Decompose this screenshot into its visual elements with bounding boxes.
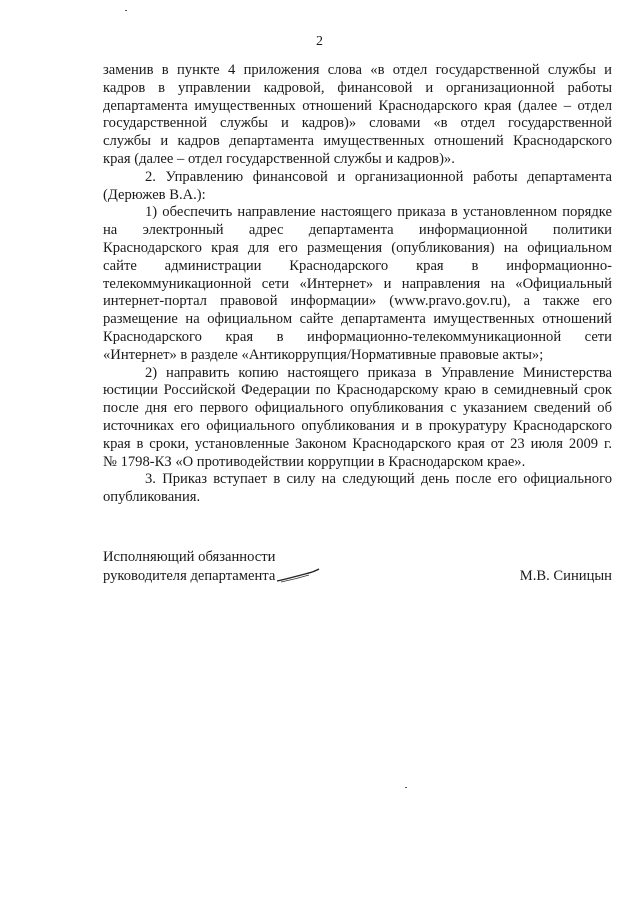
page-number: 2: [316, 34, 323, 49]
signatory-position-line2: руководителя департамента: [103, 567, 276, 584]
text-line: департамента имущественных отношений Краснодарского края (далее – отдел: [103, 97, 612, 114]
text-line: 3. Приказ вступает в силу на следующий день после его официального: [145, 471, 612, 488]
scan-speck: [405, 787, 407, 788]
text-line: службы и кадров департамента имущественных отношений Краснодарского: [103, 133, 612, 150]
text-line: размещение на официальном сайте департамента имущественных отношений: [103, 311, 612, 328]
text-line: края в сроки, установленные Законом Краснодарского края от 23 июля 2009 г.: [103, 435, 612, 452]
paragraph-item-3: [103, 471, 612, 507]
paragraph-subitem-1: [103, 204, 612, 364]
text-line: на электронный адрес департамента информационной политики: [103, 222, 612, 239]
text-line: «Интернет» в разделе «Антикоррупция/Нормативные правовые акты»;: [103, 346, 544, 363]
text-line: кадров в управлении кадровой, финансовой и организационной работы: [103, 79, 612, 96]
text-line: опубликования.: [103, 489, 201, 506]
text-line: телекоммуникационной сети «Интернет» и направления на «Официальный: [103, 275, 612, 292]
text-line: государственной службы и кадров)» словами «в отдел государственной: [103, 115, 612, 132]
document-body: [103, 62, 612, 507]
text-line: № 1798-КЗ «О противодействии коррупции в Краснодарском крае».: [103, 453, 526, 470]
paragraph-continuation: [103, 62, 612, 169]
text-line: (Дерюжев В.А.):: [103, 186, 206, 203]
handwritten-signature: [275, 568, 321, 584]
signature-block: [103, 548, 612, 585]
text-line: 1) обеспечить направление настоящего приказа в установленном порядке: [145, 204, 612, 221]
text-line: заменив в пункте 4 приложения слова «в отдел государственной службы и: [103, 62, 612, 78]
text-line: источниках его официального опубликования и в прокуратуру Краснодарского: [103, 417, 612, 434]
text-line: после дня его первого официального опубликования с указанием сведений об: [103, 400, 612, 417]
text-line: Краснодарского края для его размещения (опубликования) на официальном: [103, 239, 612, 256]
scan-speck: [125, 10, 127, 11]
text-line: края (далее – отдел государственной службы и кадров)».: [103, 150, 455, 167]
text-line: интернет-портал правовой информации» (www.pravo.gov.ru), а также его: [103, 293, 612, 310]
text-line: юстиции Российской Федерации по Краснодарскому краю в семидневный срок: [103, 382, 612, 399]
paragraph-item-2: [103, 169, 612, 205]
paragraph-subitem-2: [103, 365, 612, 472]
text-line: 2. Управлению финансовой и организационной работы департамента: [145, 168, 612, 185]
text-line: 2) направить копию настоящего приказа в Управление Министерства: [145, 364, 612, 381]
signatory-name: М.В. Синицын: [519, 567, 612, 584]
text-line: Краснодарского края в информационно-телекоммуникационной сети: [103, 328, 612, 345]
signatory-position-line1: Исполняющий обязанности: [103, 549, 276, 565]
text-line: сайте администрации Краснодарского края в информационно-: [103, 257, 612, 274]
